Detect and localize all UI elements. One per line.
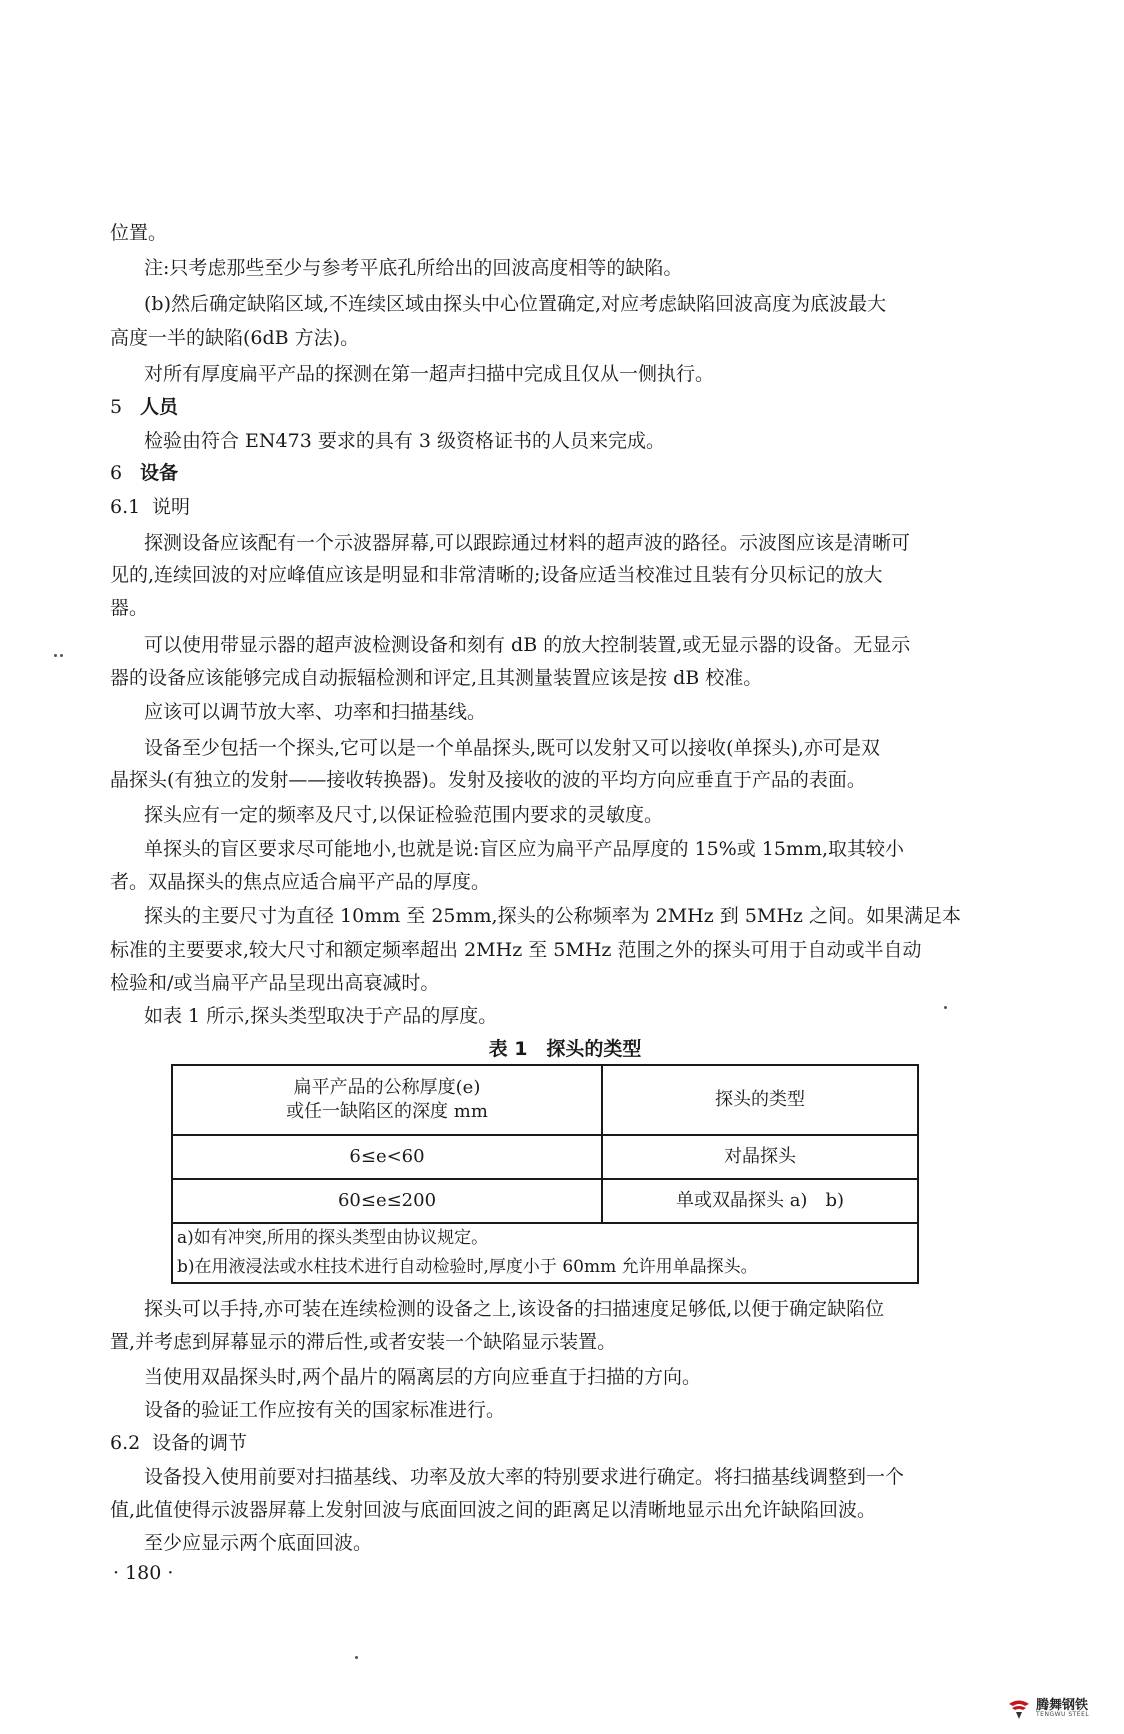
paragraph-line: 应该可以调节放大率、功率和扫描基线。 xyxy=(144,701,487,723)
section-heading-5 xyxy=(110,394,1020,420)
header-cell-probe-type: 探头的类型 xyxy=(602,1065,918,1135)
section-number: 6.2 xyxy=(110,1432,141,1454)
header-text: 或任一缺陷区的深度 mm xyxy=(286,1101,488,1122)
scan-speck xyxy=(355,1656,358,1659)
scan-speck xyxy=(54,654,57,657)
section-title: 设备 xyxy=(140,462,179,484)
logo-icon xyxy=(1006,1695,1032,1721)
scan-speck xyxy=(944,1006,947,1009)
cell-probe-type: 对晶探头 xyxy=(602,1135,918,1179)
logo-text xyxy=(1036,1699,1089,1718)
paragraph-line: 高度一半的缺陷(6dB 方法)。 xyxy=(110,327,360,349)
scan-speck xyxy=(60,654,63,657)
note-line: 注:只考虑那些至少与参考平底孔所给出的回波高度相等的缺陷。 xyxy=(144,257,683,279)
subsection-heading-6-1 xyxy=(110,494,1020,520)
paragraph-line: 标准的主要要求,较大尺寸和额定频率超出 2MHz 至 5MHz 范围之外的探头可用于自动或半自动 xyxy=(110,939,922,961)
paragraph-line: 器的设备应该能够完成自动振辐检测和评定,且其测量装置应该是按 dB 校准。 xyxy=(110,667,763,689)
section-heading-6 xyxy=(110,460,1020,486)
paragraph-line: 至少应显示两个底面回波。 xyxy=(144,1532,373,1554)
paragraph-line: 可以使用带显示器的超声波检测设备和刻有 dB 的放大控制装置,或无显示器的设备。无显示 xyxy=(144,634,911,656)
table-row xyxy=(172,1135,918,1179)
table-caption: 表 1 探头的类型 xyxy=(488,1038,642,1060)
paragraph-line: 晶探头(有独立的发射——接收转换器)。发射及接收的波的平均方向应垂直于产品的表面。 xyxy=(110,769,866,791)
section-number: 5 xyxy=(110,396,123,418)
paragraph-line: 设备投入使用前要对扫描基线、功率及放大率的特别要求进行确定。将扫描基线调整到一个 xyxy=(144,1466,905,1488)
paragraph-line: 设备的验证工作应按有关的国家标准进行。 xyxy=(144,1399,506,1421)
paragraph-line: 对所有厚度扁平产品的探测在第一超声扫描中完成且仅从一侧执行。 xyxy=(144,363,715,385)
paragraph-line: 当使用双晶探头时,两个晶片的隔离层的方向应垂直于扫描的方向。 xyxy=(144,1366,702,1388)
table-note-row xyxy=(172,1252,918,1283)
subsection-heading-6-2 xyxy=(110,1430,1020,1456)
brand-logo xyxy=(1006,1693,1116,1723)
cell-thickness: 6≤e<60 xyxy=(172,1135,602,1179)
table-header-row xyxy=(172,1065,918,1135)
paragraph-line: 位置。 xyxy=(110,222,168,244)
table-note-row xyxy=(172,1223,918,1252)
paragraph-line: 见的,连续回波的对应峰值应该是明显和非常清晰的;设备应适当校准过且装有分贝标记的放大 xyxy=(110,564,883,586)
section-title: 人员 xyxy=(140,396,179,418)
paragraph-line: 置,并考虑到屏幕显示的滞后性,或者安装一个缺陷显示装置。 xyxy=(110,1331,617,1353)
section-number: 6.1 xyxy=(110,496,141,518)
table-note-a: a)如有冲突,所用的探头类型由协议规定。 xyxy=(172,1223,918,1252)
paragraph-line: 者。双晶探头的焦点应适合扁平产品的厚度。 xyxy=(110,871,491,893)
header-cell-thickness xyxy=(172,1065,602,1135)
paragraph-line: 检验由符合 EN473 要求的具有 3 级资格证书的人员来完成。 xyxy=(144,430,666,452)
table-note-b: b)在用液浸法或水柱技术进行自动检验时,厚度小于 60mm 允许用单晶探头。 xyxy=(172,1252,918,1283)
logo-name-en: TENGWU STEEL xyxy=(1036,1710,1090,1718)
paragraph-line: 如表 1 所示,探头类型取决于产品的厚度。 xyxy=(144,1005,498,1027)
paragraph-line: (b)然后确定缺陷区域,不连续区域由探头中心位置确定,对应考虑缺陷回波高度为底波最大 xyxy=(144,293,887,315)
paragraph-line: 器。 xyxy=(110,597,149,619)
paragraph-line: 设备至少包括一个探头,它可以是一个单晶探头,既可以发射又可以接收(单探头),亦可是双 xyxy=(144,737,880,759)
section-title: 说明 xyxy=(152,496,191,518)
header-text: 扁平产品的公称厚度(e) xyxy=(293,1077,481,1098)
paragraph-line: 值,此值使得示波器屏幕上发射回波与底面回波之间的距离足以清晰地显示出允许缺陷回波。 xyxy=(110,1499,877,1521)
probe-type-table xyxy=(171,1064,919,1284)
paragraph-line: 检验和/或当扁平产品呈现出高衰减时。 xyxy=(110,972,440,994)
section-title: 设备的调节 xyxy=(152,1432,248,1454)
paragraph-line: 探测设备应该配有一个示波器屏幕,可以跟踪通过材料的超声波的路径。示波图应该是清晰可 xyxy=(144,532,911,554)
logo-name-cn: 腾舞钢铁 xyxy=(1036,1697,1089,1713)
table-row xyxy=(172,1179,918,1223)
paragraph-line: 探头的主要尺寸为直径 10mm 至 25mm,探头的公称频率为 2MHz 到 5MHz 之间。如果满足本 xyxy=(144,905,961,927)
paragraph-line: 探头可以手持,亦可装在连续检测的设备之上,该设备的扫描速度足够低,以便于确定缺陷位 xyxy=(144,1298,885,1320)
section-number: 6 xyxy=(110,462,123,484)
paragraph-line: 单探头的盲区要求尽可能地小,也就是说:盲区应为扁平产品厚度的 15%或 15mm,取其较小 xyxy=(144,838,905,860)
cell-thickness: 60≤e≤200 xyxy=(172,1179,602,1223)
page-number: · 180 · xyxy=(113,1562,174,1584)
paragraph-line: 探头应有一定的频率及尺寸,以保证检验范围内要求的灵敏度。 xyxy=(144,804,664,826)
cell-probe-type: 单或双晶探头 a) b) xyxy=(602,1179,918,1223)
